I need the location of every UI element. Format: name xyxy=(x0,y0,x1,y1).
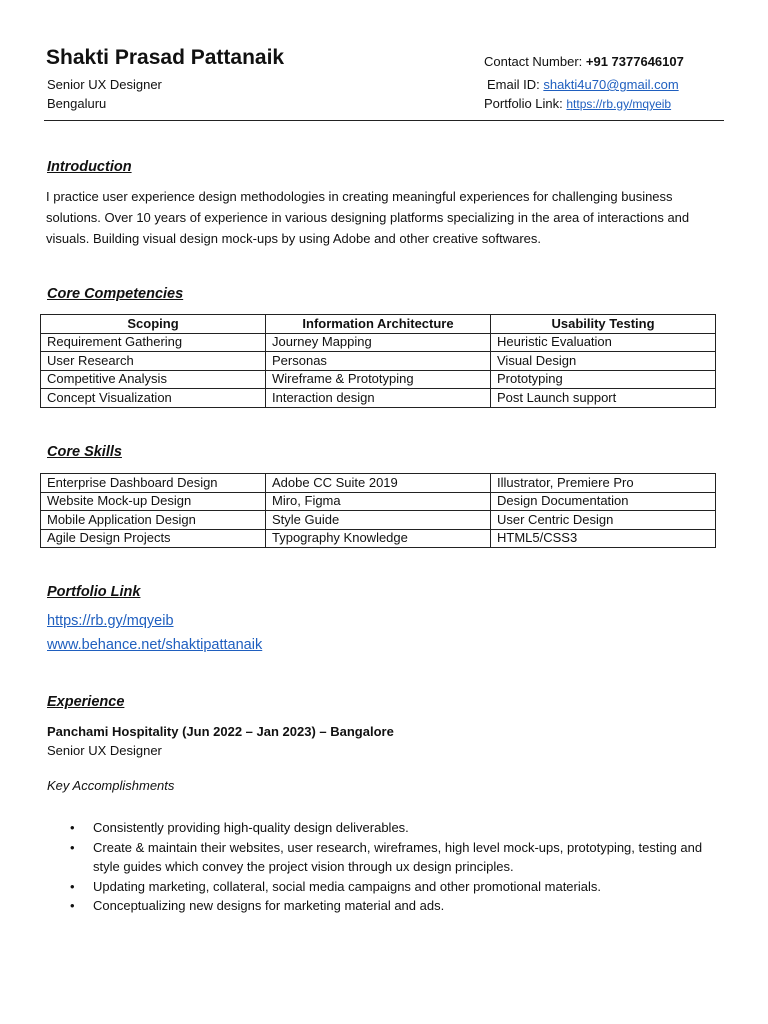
key-accomplishments-label: Key Accomplishments xyxy=(47,778,175,793)
table-header-row xyxy=(41,315,716,334)
introduction-text: I practice user experience design methodologies in creating meaningful experiences for challenging business solutions. Over 10 years of experience in various designing platforms specializing in the area of interactions and visuals. Building visual design mock-ups by using Adobe and other creative softwares. xyxy=(46,189,690,246)
table-cell: Concept Visualization xyxy=(41,389,266,408)
table-cell: User Research xyxy=(41,352,266,371)
table-cell: Prototyping xyxy=(491,370,716,389)
list-item xyxy=(70,818,710,838)
table-cell: Wireframe & Prototyping xyxy=(266,370,491,389)
competencies-table xyxy=(40,314,716,408)
table-row xyxy=(41,529,716,548)
candidate-name: Shakti Prasad Pattanaik xyxy=(46,46,285,69)
table-header-cell: Information Architecture xyxy=(266,315,491,334)
portfolio-link-behance[interactable]: www.behance.net/shaktipattanaik xyxy=(47,637,263,653)
table-row xyxy=(41,370,716,389)
table-cell: Competitive Analysis xyxy=(41,370,266,389)
table-cell: Miro, Figma xyxy=(266,492,491,511)
table-cell: Journey Mapping xyxy=(266,333,491,352)
introduction-heading: Introduction xyxy=(47,159,132,175)
list-item-text: Create & maintain their websites, user research, wireframes, high level mock-ups, prototyping, testing and style guides which convey the project vision through ux design principles. xyxy=(93,839,703,874)
portfolio-heading: Portfolio Link xyxy=(47,584,141,600)
email xyxy=(487,77,679,92)
portfolio-header-label: Portfolio Link: xyxy=(484,96,567,111)
portfolio-header-link[interactable]: https://rb.gy/mqyeib xyxy=(566,97,672,111)
skills-heading: Core Skills xyxy=(47,444,122,460)
table-cell: Requirement Gathering xyxy=(41,333,266,352)
table-cell: Personas xyxy=(266,352,491,371)
contact-number-label: Contact Number: xyxy=(484,54,586,69)
table-row xyxy=(41,352,716,371)
experience-heading: Experience xyxy=(47,694,125,710)
list-item xyxy=(70,838,710,877)
list-item-text: Conceptualizing new designs for marketing material and ads. xyxy=(93,898,445,913)
table-cell: Illustrator, Premiere Pro xyxy=(491,474,716,493)
email-label: Email ID: xyxy=(487,77,544,92)
table-cell: Website Mock-up Design xyxy=(41,492,266,511)
bullet-icon: • xyxy=(70,878,75,894)
job-employer-line: Panchami Hospitality (Jun 2022 – Jan 2023) – Bangalore xyxy=(47,724,394,739)
table-row xyxy=(41,389,716,408)
list-item xyxy=(70,896,710,916)
table-cell: Interaction design xyxy=(266,389,491,408)
table-row xyxy=(41,474,716,493)
portfolio-link-rbgy[interactable]: https://rb.gy/mqyeib xyxy=(47,613,174,629)
table-row xyxy=(41,511,716,530)
portfolio-header xyxy=(484,96,671,111)
skills-table xyxy=(40,473,716,548)
job-role: Senior UX Designer xyxy=(47,743,162,758)
table-cell: Typography Knowledge xyxy=(266,529,491,548)
candidate-title: Senior UX Designer xyxy=(47,77,162,92)
table-cell: Design Documentation xyxy=(491,492,716,511)
email-link[interactable]: shakti4u70@gmail.com xyxy=(543,77,679,92)
table-cell: Post Launch support xyxy=(491,389,716,408)
table-cell: Adobe CC Suite 2019 xyxy=(266,474,491,493)
list-item-text: Updating marketing, collateral, social media campaigns and other promotional materials. xyxy=(93,878,601,894)
table-cell: Agile Design Projects xyxy=(41,529,266,548)
table-row xyxy=(41,333,716,352)
table-header-cell: Usability Testing xyxy=(491,315,716,334)
bullet-icon: • xyxy=(70,898,75,913)
bullet-icon: • xyxy=(70,820,75,835)
contact-number xyxy=(484,54,684,69)
table-row xyxy=(41,492,716,511)
list-item xyxy=(70,877,710,897)
list-item-text: Consistently providing high-quality design deliverables. xyxy=(93,820,409,835)
accomplishments-list xyxy=(70,818,710,916)
candidate-city: Bengaluru xyxy=(47,96,107,111)
contact-number-value: +91 7377646107 xyxy=(585,54,684,69)
table-cell: Mobile Application Design xyxy=(41,511,266,530)
bullet-icon: • xyxy=(70,839,75,855)
table-cell: Enterprise Dashboard Design xyxy=(41,474,266,493)
header-divider xyxy=(44,120,724,121)
table-cell: Style Guide xyxy=(266,511,491,530)
competencies-heading: Core Competencies xyxy=(47,286,184,302)
table-cell: Heuristic Evaluation xyxy=(491,333,716,352)
table-cell: HTML5/CSS3 xyxy=(491,529,716,548)
table-cell: Visual Design xyxy=(491,352,716,371)
table-cell: User Centric Design xyxy=(491,511,716,530)
table-header-cell: Scoping xyxy=(41,315,266,334)
